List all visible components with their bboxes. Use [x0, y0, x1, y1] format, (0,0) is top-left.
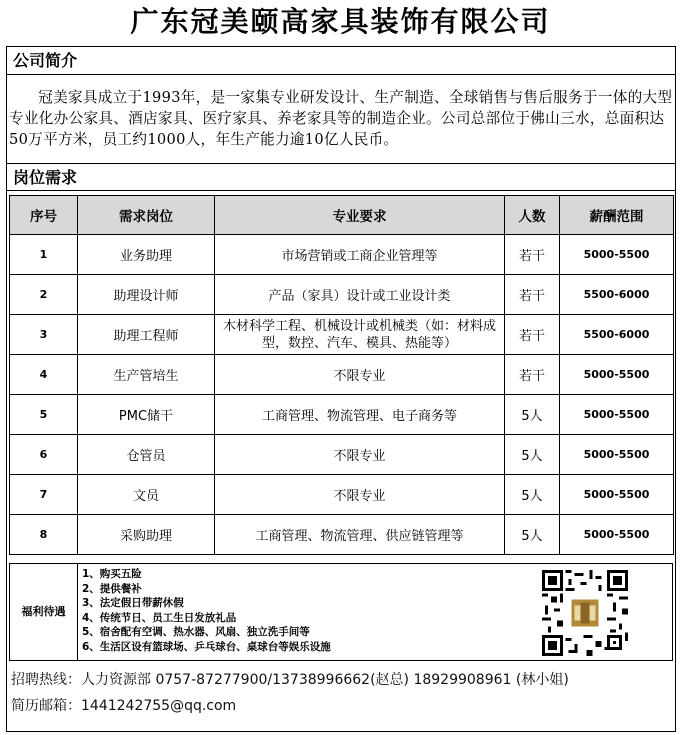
row-no: 7: [10, 475, 78, 515]
header-salary: 薪酬范围: [560, 196, 674, 235]
qr-code-icon: [542, 570, 628, 656]
row-salary: 5000-5500: [560, 235, 674, 275]
row-salary: 5000-5500: [560, 355, 674, 395]
table-row: [10, 435, 674, 475]
resume-email: 简历邮箱：1441242755@qq.com: [11, 698, 237, 714]
row-position: PMC储干: [78, 395, 215, 435]
table-row: [10, 235, 674, 275]
row-position: 业务助理: [78, 235, 215, 275]
row-count: 5人: [505, 435, 560, 475]
row-no: 3: [10, 315, 78, 355]
row-position: 采购助理: [78, 515, 215, 555]
row-salary: 5000-5500: [560, 515, 674, 555]
benefits-list: [82, 567, 502, 655]
row-salary: 5000-5500: [560, 435, 674, 475]
header-position: 需求岗位: [78, 196, 215, 235]
benefits-section: [9, 563, 673, 661]
header-count: 人数: [505, 196, 560, 235]
row-position: 文员: [78, 475, 215, 515]
row-count: 若干: [505, 235, 560, 275]
benefit-item: 5、宿舍配有空调、热水器、风扇、独立洗手间等: [82, 626, 310, 639]
intro-heading: 公司简介: [7, 47, 675, 75]
row-count: 若干: [505, 355, 560, 395]
company-title: 广东冠美颐高家具装饰有限公司: [130, 5, 551, 38]
row-count: 5人: [505, 515, 560, 555]
row-no: 8: [10, 515, 78, 555]
benefit-item: 4、传统节日、员工生日发放礼品: [82, 611, 237, 624]
benefit-item: 1、购买五险: [82, 568, 142, 580]
benefit-item: 6、生活区设有篮球场、乒乓球台、桌球台等娱乐设施: [82, 640, 331, 653]
table-row: [10, 515, 674, 555]
row-count: 若干: [505, 275, 560, 315]
table-row: [10, 475, 674, 515]
jobs-header-row: [10, 196, 674, 235]
row-position: 仓管员: [78, 435, 215, 475]
table-row: [10, 315, 674, 355]
header-requirement: 专业要求: [215, 196, 505, 235]
header-no: 序号: [10, 196, 78, 235]
benefit-item: 3、法定假日带薪休假: [82, 597, 184, 610]
benefits-label: 福利待遇: [10, 564, 78, 660]
row-position: 助理设计师: [78, 275, 215, 315]
jobs-heading: 岗位需求: [7, 163, 675, 191]
row-count: 5人: [505, 475, 560, 515]
row-no: 6: [10, 435, 78, 475]
row-position: 生产管培生: [78, 355, 215, 395]
row-salary: 5000-5500: [560, 475, 674, 515]
row-no: 1: [10, 235, 78, 275]
benefit-item: 2、提供餐补: [82, 582, 142, 595]
row-requirement: 不限专业: [215, 355, 505, 395]
row-requirement: 工商管理、物流管理、供应链管理等: [215, 515, 505, 555]
row-position: 助理工程师: [78, 315, 215, 355]
row-requirement: 工商管理、物流管理、电子商务等: [215, 395, 505, 435]
table-row: [10, 275, 674, 315]
recruit-hotline: 招聘热线：人力资源部 0757-87277900/13738996662(赵总) 18929908961 (林小姐): [11, 672, 569, 688]
intro-text: 冠美家具成立于1993年，是一家集专业研发设计、生产制造、全球销售与售后服务于一体的大型专业化办公家具、酒店家具、医疗家具、养老家具等的制造企业。公司总部位于佛山三水，总面积达50万平方米，员工约1000人，年生产能力逾10亿人民币。: [9, 89, 673, 148]
row-requirement: 不限专业: [215, 475, 505, 515]
recruitment-sheet: [6, 46, 676, 732]
row-salary: 5500-6000: [560, 275, 674, 315]
row-count: 若干: [505, 315, 560, 355]
table-row: [10, 395, 674, 435]
row-salary: 5500-6000: [560, 315, 674, 355]
table-row: [10, 355, 674, 395]
row-no: 2: [10, 275, 78, 315]
row-requirement: 不限专业: [215, 435, 505, 475]
row-no: 4: [10, 355, 78, 395]
row-salary: 5000-5500: [560, 395, 674, 435]
row-requirement: 市场营销或工商企业管理等: [215, 235, 505, 275]
jobs-table: [9, 195, 674, 555]
row-requirement: 木材科学工程、机械设计或机械类（如：材料成型，数控、汽车、模具、热能等）: [215, 315, 505, 355]
row-count: 5人: [505, 395, 560, 435]
row-no: 5: [10, 395, 78, 435]
row-requirement: 产品（家具）设计或工业设计类: [215, 275, 505, 315]
